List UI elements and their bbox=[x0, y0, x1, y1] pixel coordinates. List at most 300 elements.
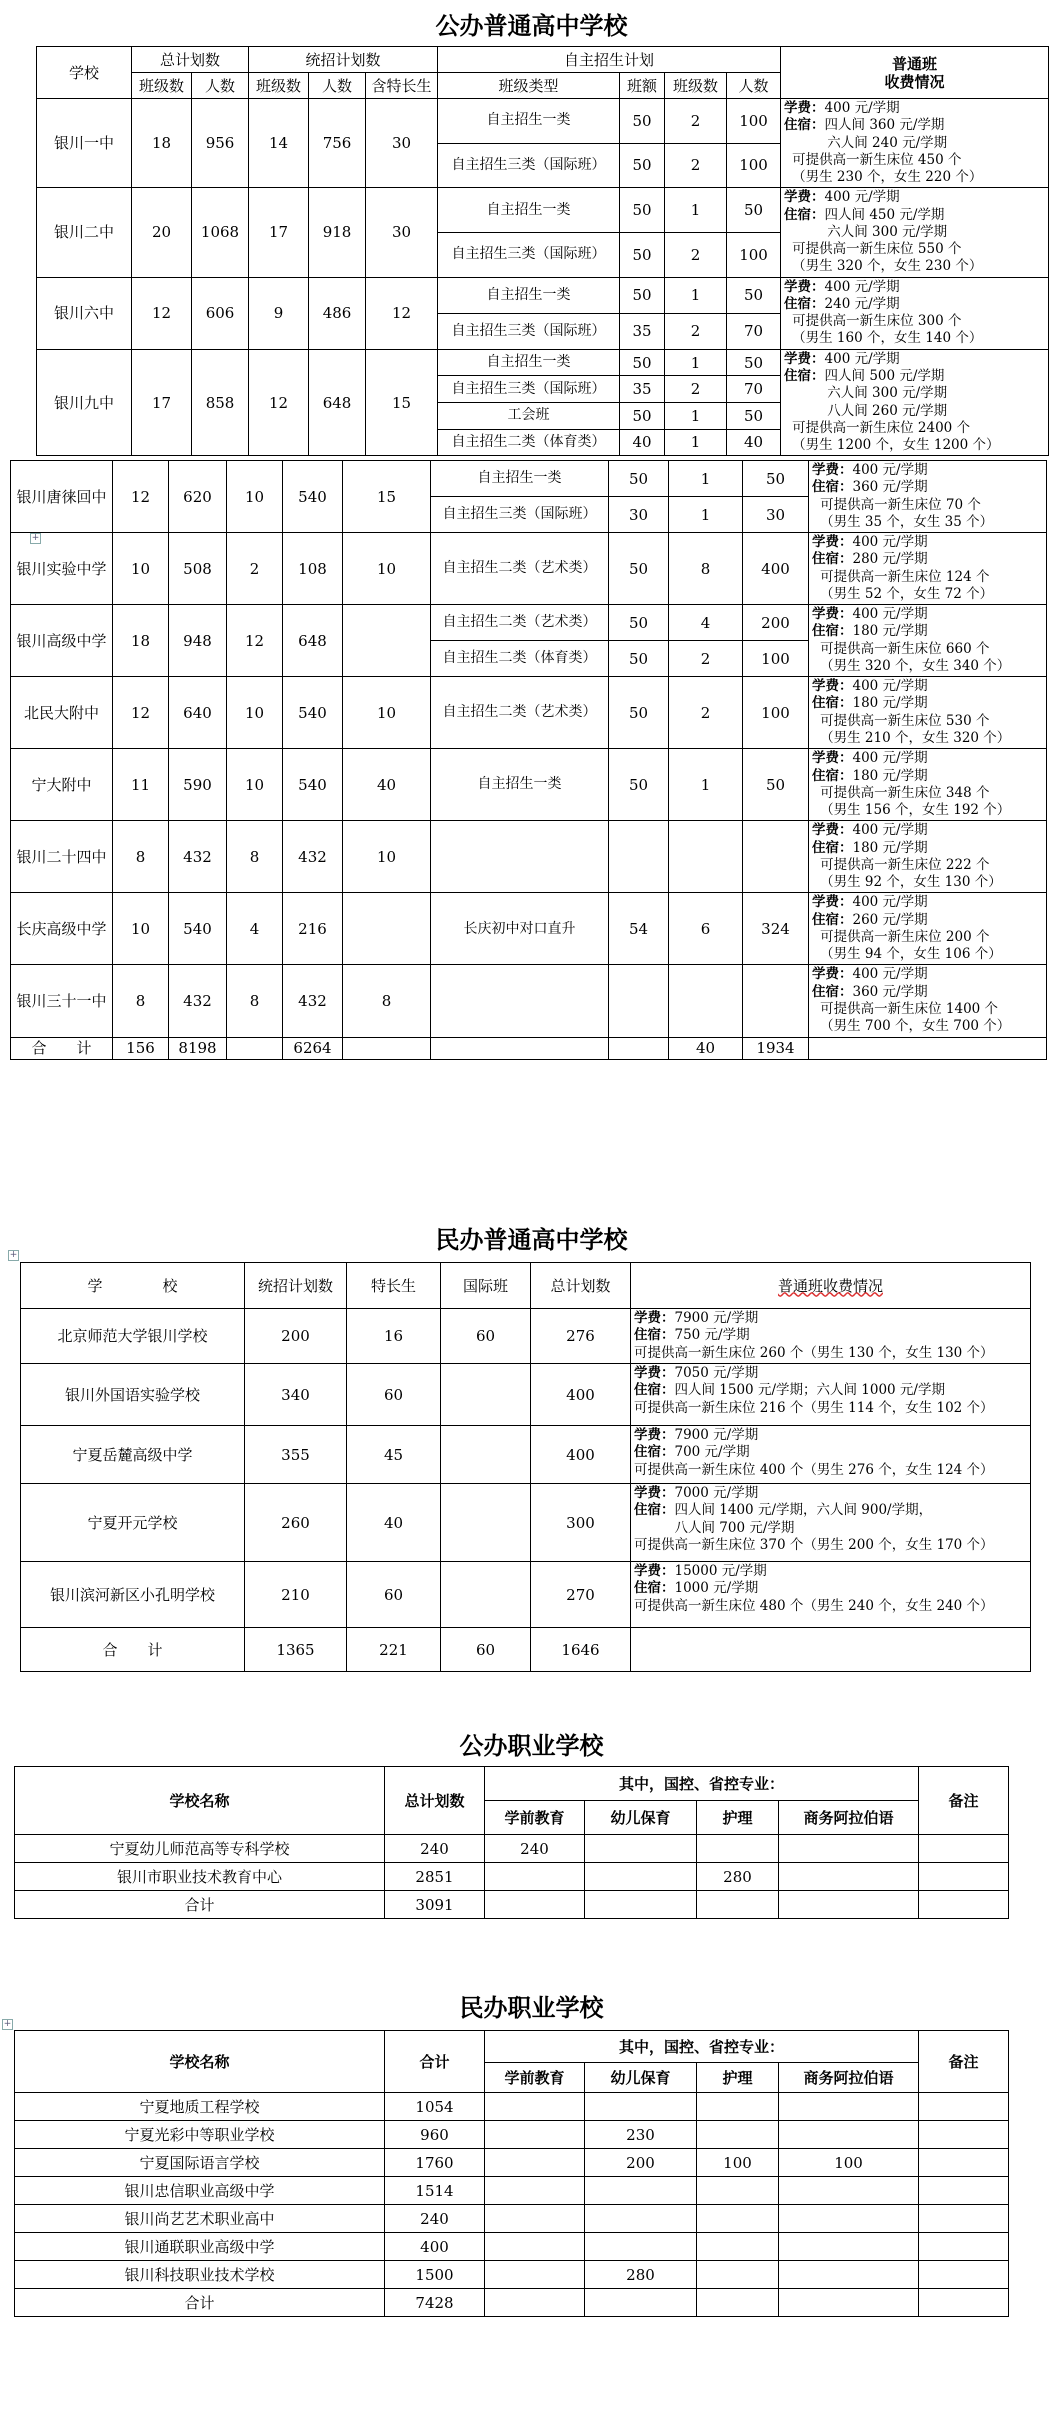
major-childcare bbox=[585, 1863, 697, 1891]
fee-label: 学费： bbox=[784, 350, 825, 367]
school-name: 宁夏幼儿师范高等专科学校 bbox=[15, 1835, 385, 1863]
fee-line bbox=[634, 1580, 1027, 1597]
intl-count bbox=[441, 1484, 531, 1562]
unified-classes: 12 bbox=[249, 349, 309, 456]
intl-count: 60 bbox=[441, 1628, 531, 1672]
fee-line bbox=[812, 750, 1043, 767]
unified-people: 432 bbox=[283, 965, 343, 1037]
fee-line bbox=[634, 1598, 1027, 1615]
fee-value: 180 元/学期 bbox=[852, 767, 928, 784]
fee-value: 可提供高一新生床位 124 个 bbox=[820, 568, 990, 585]
fee-cell bbox=[631, 1562, 1031, 1628]
total-count: 3091 bbox=[385, 1891, 485, 1919]
unified-count: 340 bbox=[245, 1364, 347, 1426]
major-childcare: 230 bbox=[585, 2121, 697, 2149]
major-arabic bbox=[779, 2177, 919, 2205]
fee-value: 400 元/学期 bbox=[852, 606, 928, 623]
class-type: 自主招生三类（国际班） bbox=[438, 143, 620, 188]
major-arabic bbox=[779, 2289, 919, 2317]
fee-line bbox=[812, 497, 1043, 514]
fee-value: 可提供高一新生床位 450 个 bbox=[792, 151, 962, 168]
total-row bbox=[11, 1037, 1047, 1059]
major-childcare bbox=[585, 2205, 697, 2233]
fee-value: （男生 700 个，女生 700 个） bbox=[820, 1018, 1011, 1035]
self-people: 324 bbox=[743, 893, 809, 965]
unified-people: 216 bbox=[283, 893, 343, 965]
fee-line bbox=[812, 1018, 1043, 1035]
fee-label: 学费： bbox=[784, 189, 825, 206]
fee-value: 可提供高一新生床位 660 个 bbox=[820, 640, 990, 657]
header-total: 总计划数 bbox=[132, 47, 249, 73]
header-special: 含特长生 bbox=[366, 73, 438, 99]
total-people: 956 bbox=[192, 99, 249, 188]
total-count: 1760 bbox=[385, 2149, 485, 2177]
special-count: 60 bbox=[347, 1562, 441, 1628]
total-classes: 10 bbox=[113, 893, 169, 965]
fee-label: 住宿： bbox=[784, 367, 825, 384]
self-classes bbox=[669, 965, 743, 1037]
fee-line bbox=[784, 241, 1045, 258]
header-major-1: 学前教育 bbox=[485, 1801, 585, 1835]
fee-line bbox=[784, 368, 1045, 385]
self-people: 50 bbox=[727, 349, 781, 376]
class-type: 自主招生一类 bbox=[438, 349, 620, 376]
class-type: 自主招生一类 bbox=[431, 461, 609, 497]
total-classes: 18 bbox=[113, 605, 169, 677]
class-quota: 50 bbox=[609, 605, 669, 641]
fee-value: 六人间 240 元/学期 bbox=[827, 134, 948, 151]
unified-people: 540 bbox=[283, 461, 343, 533]
school-name: 银川科技职业技术学校 bbox=[15, 2261, 385, 2289]
total-people: 590 bbox=[169, 749, 227, 821]
fee-cell bbox=[809, 677, 1047, 749]
fee-line bbox=[812, 462, 1043, 479]
major-nursing bbox=[697, 2093, 779, 2121]
fee-label: 住宿： bbox=[634, 1327, 675, 1344]
major-childcare bbox=[585, 2093, 697, 2121]
fee-label: 学费： bbox=[812, 750, 853, 767]
unified-classes: 17 bbox=[249, 188, 309, 277]
school-name: 银川外国语实验学校 bbox=[21, 1364, 245, 1426]
fee-label: 住宿： bbox=[784, 117, 825, 134]
public-high-school-title: 公办普通高中学校 bbox=[435, 12, 628, 40]
self-classes: 2 bbox=[665, 376, 727, 403]
header-major-2: 幼儿保育 bbox=[585, 2063, 697, 2093]
empty-cell bbox=[609, 1037, 669, 1059]
header-unified: 统招计划数 bbox=[249, 47, 438, 73]
self-people: 1934 bbox=[743, 1037, 809, 1059]
major-arabic bbox=[779, 2093, 919, 2121]
table-row bbox=[37, 99, 1049, 144]
header-major-4: 商务阿拉伯语 bbox=[779, 2063, 919, 2093]
fee-value: 260 元/学期 bbox=[852, 911, 928, 928]
fee-value: 四人间 1500 元/学期；六人间 1000 元/学期 bbox=[674, 1382, 945, 1399]
fee-line bbox=[784, 420, 1045, 437]
fee-line bbox=[812, 586, 1043, 603]
total-count: 400 bbox=[531, 1364, 631, 1426]
fee-value: 可提供高一新生床位 400 个（男生 276 个，女生 124 个） bbox=[634, 1461, 994, 1478]
table-anchor-icon[interactable]: + bbox=[3, 2019, 12, 2029]
table-row bbox=[11, 965, 1047, 1037]
major-arabic bbox=[779, 2233, 919, 2261]
fee-value: 可提供高一新生床位 200 个 bbox=[820, 928, 990, 945]
fee-label: 学费： bbox=[784, 278, 825, 295]
fee-value: 可提供高一新生床位 2400 个 bbox=[792, 419, 971, 436]
fee-value: （男生 35 个，女生 35 个） bbox=[820, 513, 994, 530]
fee-value: 7050 元/学期 bbox=[674, 1365, 759, 1381]
fee-line bbox=[784, 169, 1045, 186]
school-name: 宁大附中 bbox=[11, 749, 113, 821]
total-count: 270 bbox=[531, 1562, 631, 1628]
fee-value: 360 元/学期 bbox=[852, 479, 928, 496]
total-people: 948 bbox=[169, 605, 227, 677]
fee-label: 住宿： bbox=[634, 1502, 675, 1519]
fee-line bbox=[812, 857, 1043, 874]
fee-value: 400 元/学期 bbox=[852, 534, 928, 551]
major-nursing bbox=[697, 1891, 779, 1919]
header-note: 备注 bbox=[919, 1767, 1009, 1835]
class-quota: 50 bbox=[620, 349, 665, 376]
fee-line bbox=[784, 207, 1045, 224]
fee-cell bbox=[809, 533, 1047, 605]
special-count: 15 bbox=[343, 461, 431, 533]
header-total: 总计划数 bbox=[531, 1263, 631, 1309]
major-preschool bbox=[485, 1891, 585, 1919]
school-name: 银川尚艺艺术职业高中 bbox=[15, 2205, 385, 2233]
major-childcare: 280 bbox=[585, 2261, 697, 2289]
table-row bbox=[15, 2261, 1009, 2289]
school-name: 宁夏岳麓高级中学 bbox=[21, 1426, 245, 1484]
note bbox=[919, 2177, 1009, 2205]
class-quota: 30 bbox=[609, 497, 669, 533]
self-classes: 2 bbox=[665, 143, 727, 188]
header-major-3: 护理 bbox=[697, 1801, 779, 1835]
total-people: 640 bbox=[169, 677, 227, 749]
class-quota: 50 bbox=[620, 143, 665, 188]
fee-value: 400 元/学期 bbox=[852, 822, 928, 839]
self-classes: 1 bbox=[669, 749, 743, 821]
table-row bbox=[11, 893, 1047, 965]
fee-value: （男生 1200 个，女生 1200 个） bbox=[792, 437, 1000, 454]
class-type: 自主招生三类（国际班） bbox=[431, 497, 609, 533]
major-preschool: 240 bbox=[485, 1835, 585, 1863]
table-row bbox=[15, 1835, 1009, 1863]
unified-classes: 2 bbox=[227, 533, 283, 605]
fee-line bbox=[634, 1327, 1027, 1344]
fee-value: 八人间 700 元/学期 bbox=[634, 1519, 795, 1536]
fee-value: （男生 320 个，女生 340 个） bbox=[820, 657, 1011, 674]
class-quota: 50 bbox=[609, 677, 669, 749]
fee-label: 学费： bbox=[812, 822, 853, 839]
fee-value: 180 元/学期 bbox=[852, 839, 928, 856]
class-type: 工会班 bbox=[438, 403, 620, 430]
unified-classes: 10 bbox=[227, 749, 283, 821]
major-childcare bbox=[585, 2177, 697, 2205]
class-quota: 50 bbox=[609, 749, 669, 821]
fee-cell bbox=[809, 821, 1047, 893]
school-name: 合计 bbox=[15, 1891, 385, 1919]
empty-cell bbox=[809, 1037, 1047, 1059]
class-type: 自主招生一类 bbox=[438, 188, 620, 233]
unified-count: 260 bbox=[245, 1484, 347, 1562]
self-classes: 2 bbox=[669, 641, 743, 677]
fee-value: 可提供高一新生床位 260 个（男生 130 个，女生 130 个） bbox=[634, 1344, 994, 1361]
table-row bbox=[21, 1364, 1031, 1426]
fee-label: 学费： bbox=[812, 462, 853, 478]
fee-line bbox=[812, 514, 1043, 531]
fee-line bbox=[812, 534, 1043, 551]
fee-value: （男生 52 个，女生 72 个） bbox=[820, 585, 994, 602]
unified-people: 108 bbox=[283, 533, 343, 605]
fee-line bbox=[634, 1502, 1027, 1519]
header-major-2: 幼儿保育 bbox=[585, 1801, 697, 1835]
self-people: 100 bbox=[727, 232, 781, 277]
total-count: 300 bbox=[531, 1484, 631, 1562]
self-people: 70 bbox=[727, 313, 781, 349]
unified-count: 210 bbox=[245, 1562, 347, 1628]
fee-line bbox=[784, 279, 1045, 296]
fee-line bbox=[634, 1563, 1027, 1580]
fee-value: 7900 元/学期 bbox=[674, 1427, 759, 1443]
fee-cell bbox=[781, 188, 1049, 277]
total-count: 400 bbox=[385, 2233, 485, 2261]
table-row bbox=[15, 2233, 1009, 2261]
fee-value: 750 元/学期 bbox=[674, 1327, 750, 1344]
self-classes: 1 bbox=[665, 429, 727, 456]
fee-line bbox=[634, 1520, 1027, 1537]
major-nursing bbox=[697, 2177, 779, 2205]
total-classes: 17 bbox=[132, 349, 192, 456]
header-note: 备注 bbox=[919, 2031, 1009, 2093]
total-count: 400 bbox=[531, 1426, 631, 1484]
self-people: 50 bbox=[743, 461, 809, 497]
total-people: 620 bbox=[169, 461, 227, 533]
table-row bbox=[21, 1562, 1031, 1628]
total-count: 1054 bbox=[385, 2093, 485, 2121]
total-count: 1500 bbox=[385, 2261, 485, 2289]
fee-line bbox=[784, 437, 1045, 454]
school-name: 北京师范大学银川学校 bbox=[21, 1309, 245, 1364]
intl-count bbox=[441, 1562, 531, 1628]
header-fee bbox=[631, 1263, 1031, 1309]
major-preschool bbox=[485, 2121, 585, 2149]
major-childcare bbox=[585, 2289, 697, 2317]
total-classes: 8 bbox=[113, 821, 169, 893]
major-preschool bbox=[485, 2289, 585, 2317]
header-total: 总计划数 bbox=[385, 1767, 485, 1835]
intl-count bbox=[441, 1426, 531, 1484]
special-count bbox=[343, 605, 431, 677]
class-type: 自主招生三类（国际班） bbox=[438, 376, 620, 403]
fee-label: 学费： bbox=[634, 1427, 675, 1443]
class-quota: 50 bbox=[609, 641, 669, 677]
unified-people: 486 bbox=[309, 277, 366, 349]
header-major: 其中，国控、省控专业： bbox=[485, 1767, 919, 1801]
fee-value: 四人间 1400 元/学期，六人间 900/学期， bbox=[674, 1502, 933, 1519]
fee-line bbox=[812, 874, 1043, 891]
fee-label: 学费： bbox=[634, 1310, 675, 1326]
class-quota: 50 bbox=[620, 403, 665, 430]
class-quota: 50 bbox=[620, 277, 665, 313]
special-count: 221 bbox=[347, 1628, 441, 1672]
header-classes: 班级数 bbox=[249, 73, 309, 99]
fee-value: 400 元/学期 bbox=[852, 678, 928, 695]
self-people: 40 bbox=[727, 429, 781, 456]
class-type bbox=[431, 965, 609, 1037]
total-count: 1514 bbox=[385, 2177, 485, 2205]
total-people: 8198 bbox=[169, 1037, 227, 1059]
fee-line bbox=[634, 1365, 1027, 1382]
header-unified: 统招计划数 bbox=[245, 1263, 347, 1309]
unified-count: 200 bbox=[245, 1309, 347, 1364]
fee-value: 400 元/学期 bbox=[852, 894, 928, 911]
fee-label: 住宿： bbox=[784, 295, 825, 312]
school-name: 银川二十四中 bbox=[11, 821, 113, 893]
fee-label: 住宿： bbox=[812, 911, 853, 928]
table-row bbox=[11, 821, 1047, 893]
fee-label: 学费： bbox=[784, 100, 825, 116]
class-quota bbox=[609, 965, 669, 1037]
total-people: 606 bbox=[192, 277, 249, 349]
fee-value: 360 元/学期 bbox=[852, 983, 928, 1000]
class-quota: 54 bbox=[609, 893, 669, 965]
header-school: 学校名称 bbox=[15, 2031, 385, 2093]
fee-value: 180 元/学期 bbox=[852, 695, 928, 712]
fee-value: 240 元/学期 bbox=[824, 295, 900, 312]
fee-line bbox=[812, 641, 1043, 658]
major-nursing: 280 bbox=[697, 1863, 779, 1891]
header-self: 自主招生计划 bbox=[438, 47, 781, 73]
fee-line bbox=[812, 658, 1043, 675]
fee-value: 六人间 300 元/学期 bbox=[827, 385, 948, 402]
fee-label: 住宿： bbox=[812, 983, 853, 1000]
self-people: 50 bbox=[727, 403, 781, 430]
header-total: 合计 bbox=[385, 2031, 485, 2093]
fee-label: 学费： bbox=[634, 1365, 675, 1381]
fee-value: 可提供高一新生床位 370 个（男生 200 个，女生 170 个） bbox=[634, 1536, 994, 1553]
special-count: 60 bbox=[347, 1364, 441, 1426]
special-count bbox=[343, 893, 431, 965]
self-people: 100 bbox=[727, 143, 781, 188]
header-school: 学校名称 bbox=[15, 1767, 385, 1835]
class-quota: 50 bbox=[609, 533, 669, 605]
major-nursing bbox=[697, 2121, 779, 2149]
fee-line bbox=[812, 802, 1043, 819]
class-type bbox=[431, 821, 609, 893]
fee-value: 7900 元/学期 bbox=[674, 1310, 759, 1326]
fee-value: 可提供高一新生床位 1400 个 bbox=[820, 1000, 999, 1017]
special-count: 10 bbox=[343, 821, 431, 893]
self-people: 50 bbox=[727, 188, 781, 233]
fee-line bbox=[812, 623, 1043, 640]
school-name: 银川通联职业高级中学 bbox=[15, 2233, 385, 2261]
table-anchor-icon[interactable]: + bbox=[9, 1250, 18, 1260]
header-major-1: 学前教育 bbox=[485, 2063, 585, 2093]
fee-line bbox=[784, 152, 1045, 169]
fee-line bbox=[784, 385, 1045, 402]
school-name: 宁夏开元学校 bbox=[21, 1484, 245, 1562]
fee-line bbox=[812, 1001, 1043, 1018]
fee-value: 可提供高一新生床位 348 个 bbox=[820, 784, 990, 801]
fee-line bbox=[812, 569, 1043, 586]
total-count: 240 bbox=[385, 2205, 485, 2233]
total-row bbox=[21, 1628, 1031, 1672]
class-type: 自主招生三类（国际班） bbox=[438, 313, 620, 349]
self-classes: 1 bbox=[665, 403, 727, 430]
table-row bbox=[21, 1309, 1031, 1364]
fee-label: 住宿： bbox=[812, 839, 853, 856]
school-name: 银川市职业技术教育中心 bbox=[15, 1863, 385, 1891]
fee-label: 学费： bbox=[812, 678, 853, 695]
total-people: 1068 bbox=[192, 188, 249, 277]
special-count: 40 bbox=[347, 1484, 441, 1562]
note bbox=[919, 2233, 1009, 2261]
fee-value: 700 元/学期 bbox=[674, 1444, 750, 1461]
school-name: 银川三十一中 bbox=[11, 965, 113, 1037]
major-preschool bbox=[485, 2261, 585, 2289]
public-vocational-table bbox=[14, 1766, 1009, 1919]
fee-line bbox=[784, 117, 1045, 134]
fee-line bbox=[812, 966, 1043, 983]
total-people: 432 bbox=[169, 821, 227, 893]
fee-cell bbox=[631, 1484, 1031, 1562]
major-arabic bbox=[779, 2121, 919, 2149]
table-row bbox=[15, 2149, 1009, 2177]
self-classes: 1 bbox=[665, 349, 727, 376]
school-name: 银川滨河新区小孔明学校 bbox=[21, 1562, 245, 1628]
total-count: 2851 bbox=[385, 1863, 485, 1891]
major-nursing: 100 bbox=[697, 2149, 779, 2177]
fee-line bbox=[784, 258, 1045, 275]
fee-line bbox=[812, 822, 1043, 839]
total-classes: 156 bbox=[113, 1037, 169, 1059]
unified-people: 6264 bbox=[283, 1037, 343, 1059]
total-count: 7428 bbox=[385, 2289, 485, 2317]
fee-value: 180 元/学期 bbox=[852, 623, 928, 640]
class-quota: 40 bbox=[620, 429, 665, 456]
fee-value: （男生 320 个，女生 230 个） bbox=[792, 258, 983, 275]
fee-line bbox=[784, 351, 1045, 368]
unified-people: 432 bbox=[283, 821, 343, 893]
major-childcare bbox=[585, 1835, 697, 1863]
fee-label: 住宿： bbox=[634, 1444, 675, 1461]
school-name: 银川实验中学 bbox=[11, 533, 113, 605]
private-vocational-title: 民办职业学校 bbox=[459, 1994, 604, 2022]
note bbox=[919, 1891, 1009, 1919]
self-classes: 40 bbox=[669, 1037, 743, 1059]
special-count: 12 bbox=[366, 277, 438, 349]
self-people: 100 bbox=[743, 677, 809, 749]
fee-cell bbox=[809, 965, 1047, 1037]
fee-line bbox=[784, 224, 1045, 241]
unified-people: 648 bbox=[283, 605, 343, 677]
special-count: 40 bbox=[343, 749, 431, 821]
class-type: 自主招生三类（国际班） bbox=[438, 232, 620, 277]
note bbox=[919, 2205, 1009, 2233]
major-nursing bbox=[697, 2233, 779, 2261]
intl-count: 60 bbox=[441, 1309, 531, 1364]
major-arabic bbox=[779, 1863, 919, 1891]
special-count: 8 bbox=[343, 965, 431, 1037]
class-type: 自主招生二类（体育类） bbox=[438, 429, 620, 456]
major-arabic bbox=[779, 1891, 919, 1919]
table-anchor-icon[interactable]: + bbox=[31, 533, 40, 543]
fee-cell bbox=[781, 349, 1049, 456]
total-classes: 8 bbox=[113, 965, 169, 1037]
table-row bbox=[37, 349, 1049, 376]
special-count: 15 bbox=[366, 349, 438, 456]
total-count: 276 bbox=[531, 1309, 631, 1364]
